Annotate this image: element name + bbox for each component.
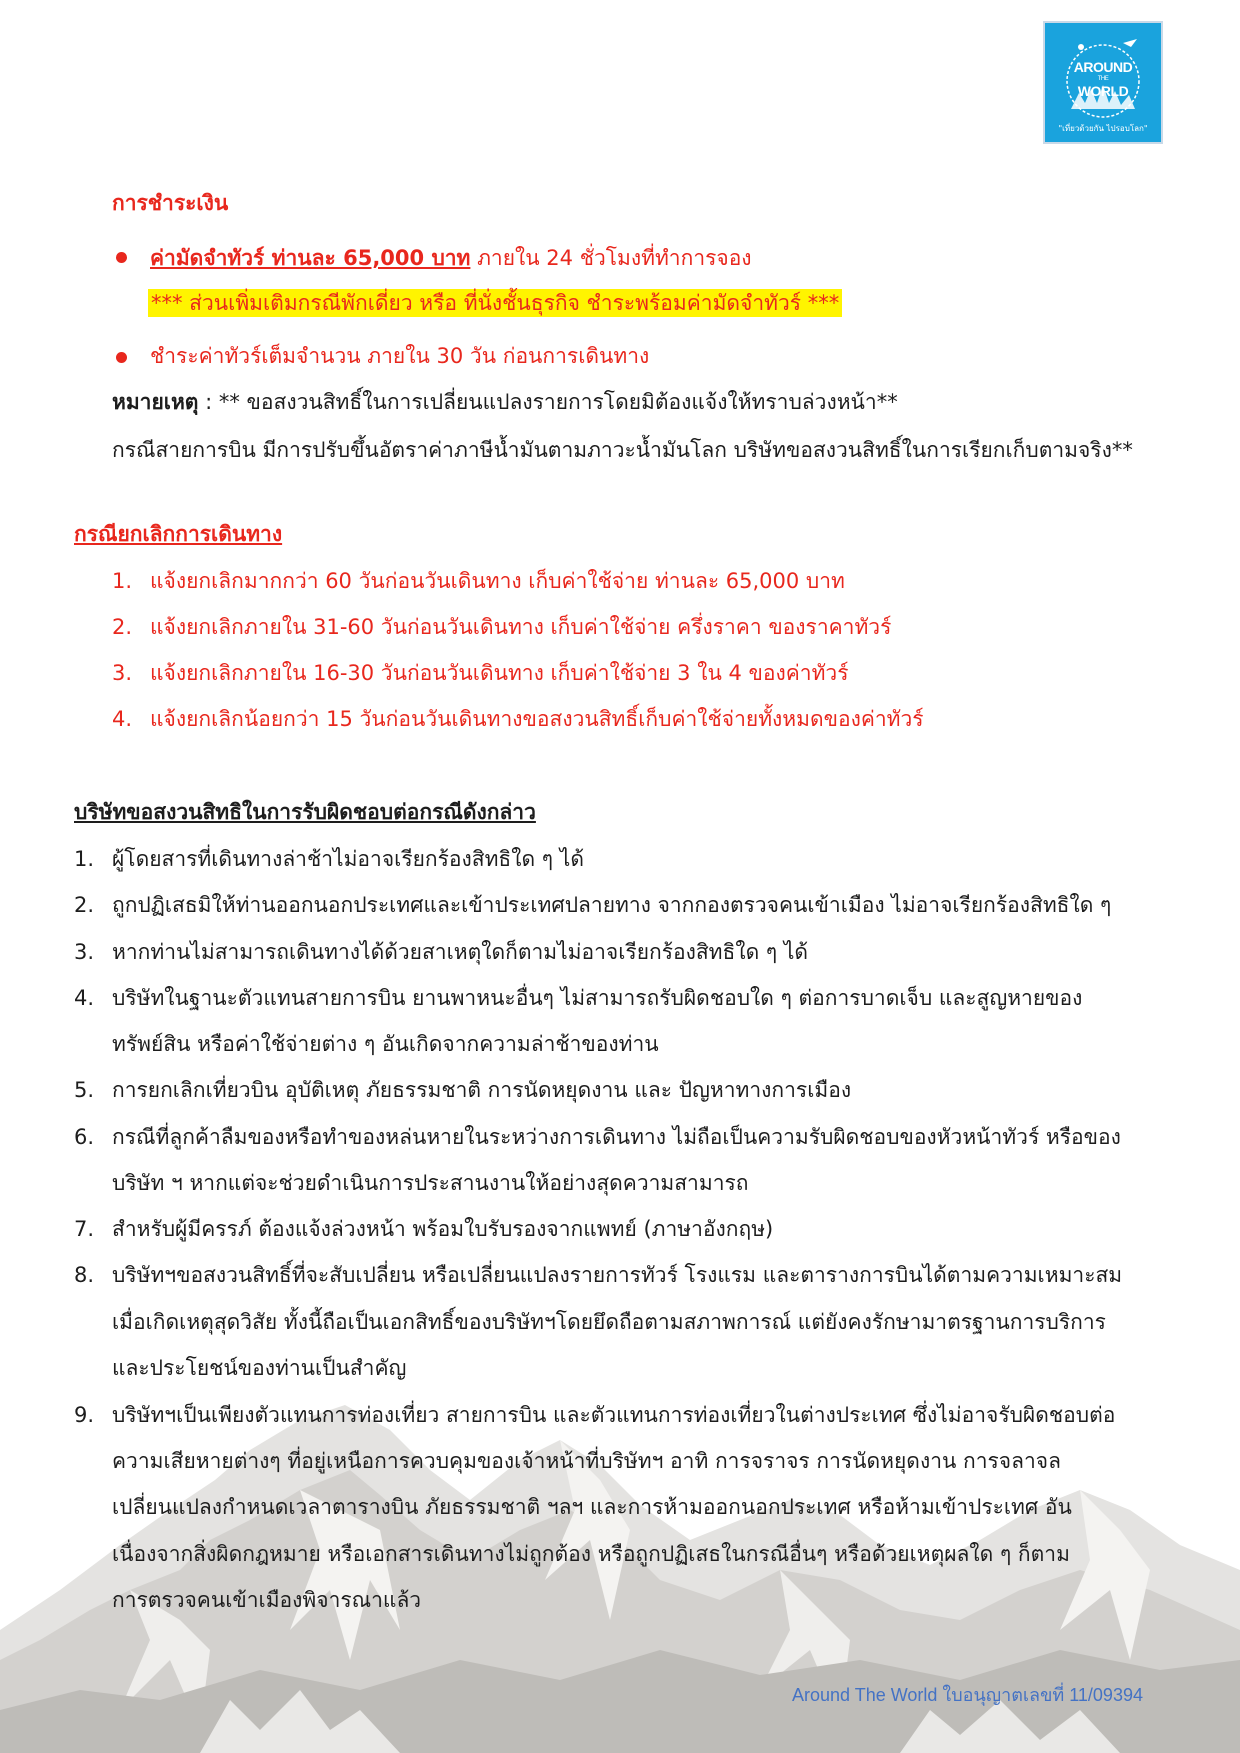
bullet-icon [116, 352, 127, 363]
remark-line [112, 387, 898, 417]
disclaimer-item-line: การตรวจคนเข้าเมืองพิจารณาแล้ว [112, 1588, 422, 1612]
disclaimer-item-line: ถูกปฏิเสธมิให้ท่านออกนอกประเทศและเข้าประเทศปลายทาง จากกองตรวจคนเข้าเมือง ไม่อาจเรียกร้องสิทธิใด ๆ [112, 893, 1112, 917]
disclaimer-item-number: 7. [74, 1217, 95, 1241]
disclaimer-item-number: 8. [74, 1263, 95, 1287]
supplement-note: *** ส่วนเพิ่มเติมกรณีพักเดี่ยว หรือ ที่นั่งชั้นธุรกิจ ชำระพร้อมค่ามัดจำทัวร์ *** [148, 289, 842, 317]
cancellation-item: แจ้งยกเลิกมากกว่า 60 วันก่อนวันเดินทาง เก็บค่าใช้จ่าย ท่านละ 65,000 บาท [150, 569, 845, 593]
deposit-note: ภายใน 24 ชั่วโมงที่ทำการจอง [470, 246, 752, 270]
supplement-line [148, 288, 842, 318]
cancellation-item: แจ้งยกเลิกภายใน 31-60 วันก่อนวันเดินทาง เก็บค่าใช้จ่าย ครึ่งราคา ของราคาทัวร์ [150, 615, 892, 639]
disclaimer-item-number: 9. [74, 1403, 95, 1427]
disclaimer-item-number: 2. [74, 893, 95, 917]
remark-label: หมายเหตุ [112, 390, 199, 414]
cancellation-item-number: 3. [112, 661, 133, 685]
remark-text: : ** ขอสงวนสิทธิ์ในการเปลี่ยนแปลงรายการโดยมิต้องแจ้งให้ทราบล่วงหน้า** [198, 390, 898, 414]
disclaimer-item-line: บริษัท ฯ หากแต่จะช่วยดำเนินการประสานงานให้อย่างสุดความสามารถ [112, 1171, 749, 1195]
disclaimer-item-number: 3. [74, 940, 95, 964]
disclaimer-item-line: บริษัทในฐานะตัวแทนสายการบิน ยานพาหนะอื่นๆ ไม่สามารถรับผิดชอบใด ๆ ต่อการบาดเจ็บ และสูญหายของ [112, 986, 1083, 1010]
deposit-line [150, 243, 752, 273]
cancellation-item-number: 1. [112, 569, 133, 593]
cancellation-item-number: 2. [112, 615, 133, 639]
cancellation-item: แจ้งยกเลิกภายใน 16-30 วันก่อนวันเดินทาง เก็บค่าใช้จ่าย 3 ใน 4 ของค่าทัวร์ [150, 661, 849, 685]
disclaimer-item-number: 5. [74, 1078, 95, 1102]
cancellation-title: กรณียกเลิกการเดินทาง [74, 522, 283, 546]
disclaimer-item-number: 6. [74, 1125, 95, 1149]
cancellation-item: แจ้งยกเลิกน้อยกว่า 15 วันก่อนวันเดินทางขอสงวนสิทธิ์เก็บค่าใช้จ่ายทั้งหมดของค่าทัวร์ [150, 707, 924, 731]
disclaimer-item-line: เนื่องจากสิ่งผิดกฎหมาย หรือเอกสารเดินทางไม่ถูกต้อง หรือถูกปฏิเสธในกรณีอื่นๆ หรือด้วยเหตุผลใด ๆ ก็ตาม [112, 1542, 1070, 1566]
disclaimer-item-number: 4. [74, 986, 95, 1010]
disclaimer-item-line: ทรัพย์สิน หรือค่าใช้จ่ายต่าง ๆ อันเกิดจากความล่าช้าของท่าน [112, 1032, 659, 1056]
disclaimer-title: บริษัทขอสงวนสิทธิในการรับผิดชอบต่อกรณีดังกล่าว [74, 800, 536, 824]
full-payment-note: ชำระค่าทัวร์เต็มจำนวน ภายใน 30 วัน ก่อนการเดินทาง [150, 344, 650, 368]
logo-tagline: "เที่ยวด้วยกัน ไปรอบโลก" [1058, 124, 1148, 133]
disclaimer-item-line: การยกเลิกเที่ยวบิน อุบัติเหตุ ภัยธรรมชาติ การนัดหยุดงาน และ ปัญหาทางการเมือง [112, 1078, 852, 1102]
disclaimer-item-line: เมื่อเกิดเหตุสุดวิสัย ทั้งนี้ถือเป็นเอกสิทธิ์ของบริษัทฯโดยยึดถือตามสภาพการณ์ แต่ยังคงรักษามาตรฐานการบริการ [112, 1310, 1106, 1334]
disclaimer-item-number: 1. [74, 847, 95, 871]
disclaimer-item-line: กรณีที่ลูกค้าลืมของหรือทำของหล่นหายในระหว่างการเดินทาง ไม่ถือเป็นความรับผิดชอบของหัวหน้าทัวร์ หรือของ [112, 1125, 1121, 1149]
logo-text-around: AROUND [1073, 59, 1133, 75]
company-logo [1043, 21, 1163, 144]
disclaimer-item-line: ผู้โดยสารที่เดินทางล่าช้าไม่อาจเรียกร้องสิทธิใด ๆ ได้ [112, 847, 584, 871]
disclaimer-item-line: บริษัทฯขอสงวนสิทธิ์ที่จะสับเปลี่ยน หรือเปลี่ยนแปลงรายการทัวร์ โรงแรม และตารางการบินได้ตามความเหมาะสม [112, 1263, 1123, 1287]
disclaimer-item-line: ความเสียหายต่างๆ ที่อยู่เหนือการควบคุมของเจ้าหน้าที่บริษัทฯ อาทิ การจราจร การนัดหยุดงาน การจลาจล [112, 1449, 1061, 1473]
bullet-icon [116, 252, 127, 263]
license-footer: Around The World ใบอนุญาตเลขที่ 11/09394 [792, 1685, 1143, 1705]
disclaimer-item-line: และประโยชน์ของท่านเป็นสำคัญ [112, 1356, 407, 1380]
cancellation-item-number: 4. [112, 707, 133, 731]
disclaimer-item-line: เปลี่ยนแปลงกำหนดเวลาตารางบิน ภัยธรรมชาติ ฯลฯ และการห้ามออกนอกประเทศ หรือห้ามเข้าประเทศ อัน [112, 1495, 1072, 1519]
fuel-note: กรณีสายการบิน มีการปรับขึ้นอัตราค่าภาษีน้ำมันตามภาวะน้ำมันโลก บริษัทขอสงวนสิทธิ์ในการเรียกเก็บตามจริง** [112, 438, 1133, 462]
disclaimer-item-line: บริษัทฯเป็นเพียงตัวแทนการท่องเที่ยว สายการบิน และตัวแทนการท่องเที่ยวในต่างประเทศ ซึ่งไม่อาจรับผิดชอบต่อ [112, 1403, 1116, 1427]
logo-text-world: WORLD [1077, 83, 1129, 99]
disclaimer-item-line: สำหรับผู้มีครรภ์ ต้องแจ้งล่วงหน้า พร้อมใบรับรองจากแพทย์ (ภาษาอังกฤษ) [112, 1217, 774, 1241]
deposit-label: ค่ามัดจำทัวร์ ท่านละ 65,000 บาท [150, 246, 471, 270]
disclaimer-item-line: หากท่านไม่สามารถเดินทางได้ด้วยสาเหตุใดก็ตามไม่อาจเรียกร้องสิทธิใด ๆ ได้ [112, 940, 809, 964]
payment-title: การชำระเงิน [112, 191, 229, 215]
logo-text-the: THE [1097, 76, 1109, 82]
